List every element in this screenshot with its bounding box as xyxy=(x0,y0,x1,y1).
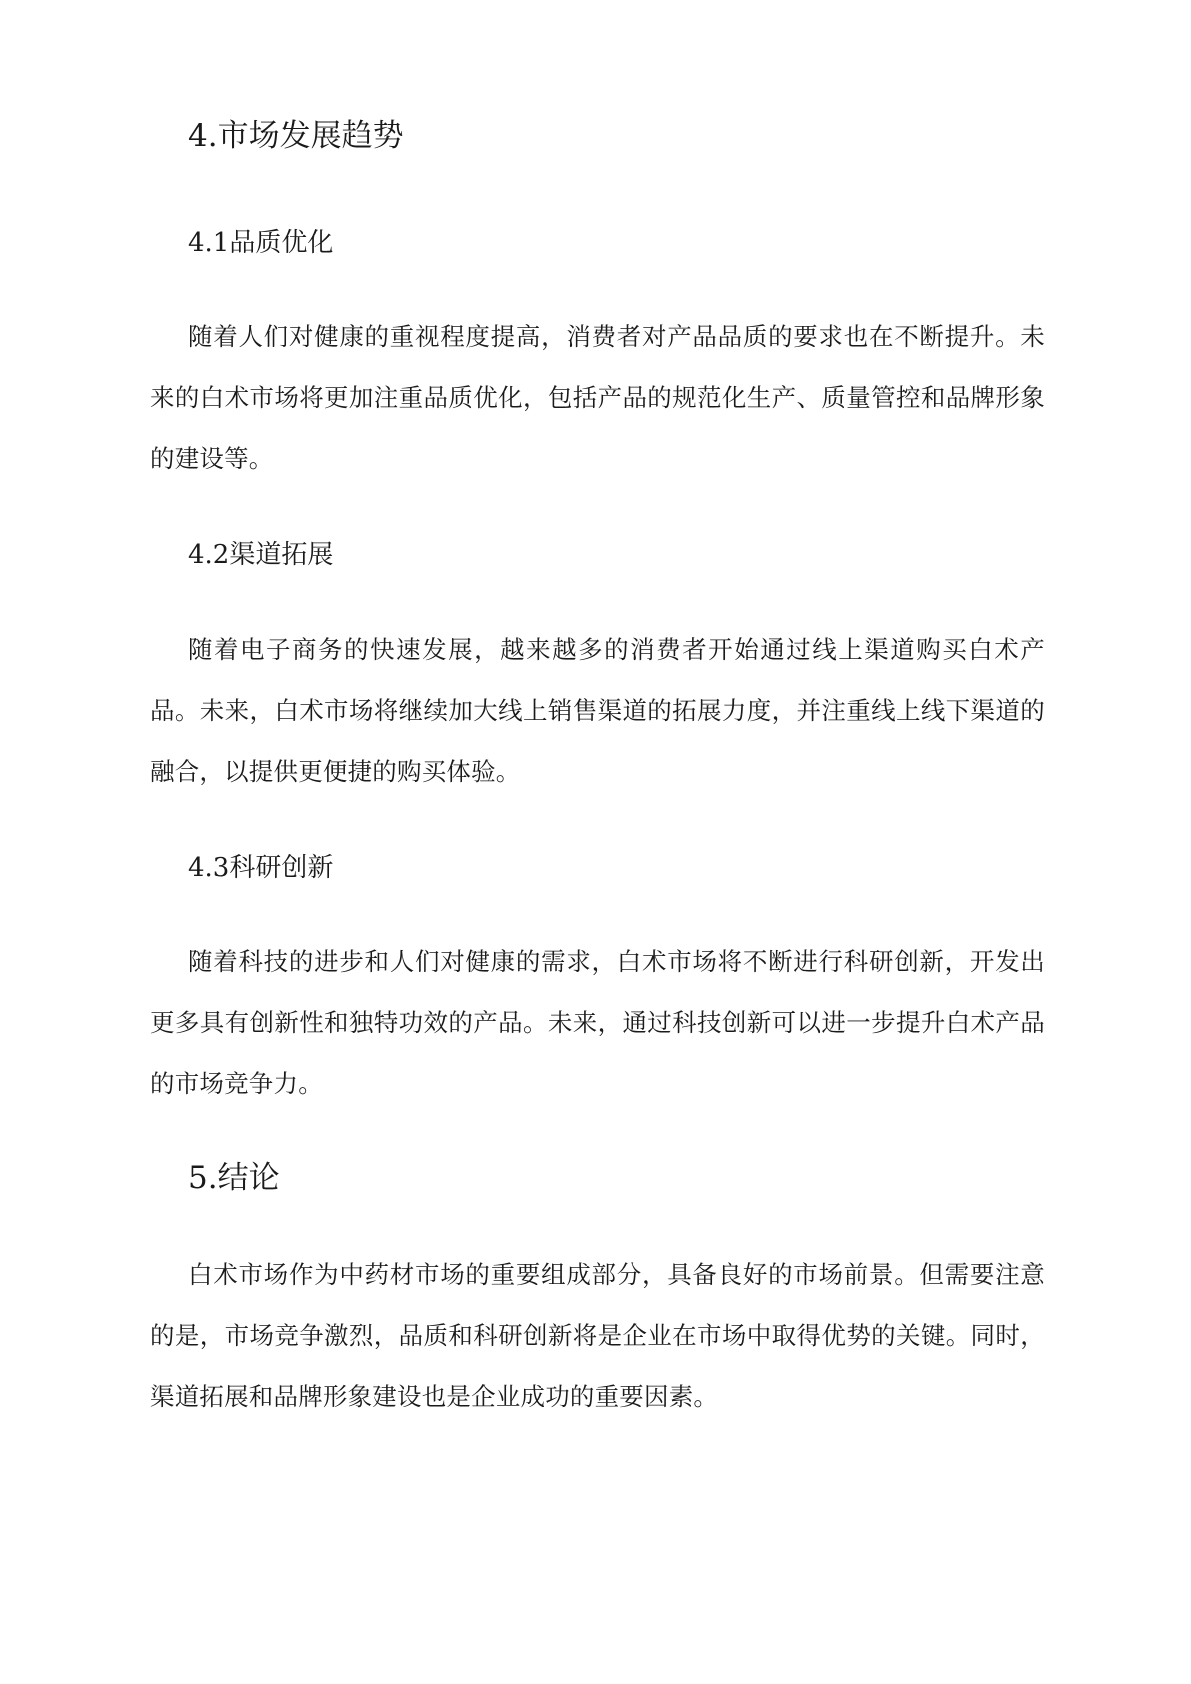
subsection-heading-quality: 4.1品质优化 xyxy=(188,228,334,258)
subsection-heading-channels: 4.2渠道拓展 xyxy=(188,540,334,570)
section-heading-market-trends: 4.市场发展趋势 xyxy=(188,118,404,154)
paragraph-research: 随着科技的进步和人们对健康的需求，白术市场将不断进行科研创新，开发出更多具有创新性和独特功效的产品。未来，通过科技创新可以进一步提升白术产品的市场竞争力。 xyxy=(150,947,1045,1098)
paragraph-conclusion: 白术市场作为中药材市场的重要组成部分，具备良好的市场前景。但需要注意的是，市场竞争激烈，品质和科研创新将是企业在市场中取得优势的关键。同时，渠道拓展和品牌形象建设也是企业成功的重要因素。 xyxy=(150,1260,1045,1411)
paragraph-quality: 随着人们对健康的重视程度提高，消费者对产品品质的要求也在不断提升。未来的白术市场将更加注重品质优化，包括产品的规范化生产、质量管控和品牌形象的建设等。 xyxy=(150,322,1045,473)
section-heading-conclusion: 5.结论 xyxy=(188,1160,280,1196)
subsection-heading-research: 4.3科研创新 xyxy=(188,853,334,883)
paragraph-channels: 随着电子商务的快速发展，越来越多的消费者开始通过线上渠道购买白术产品。未来，白术市场将继续加大线上销售渠道的拓展力度，并注重线上线下渠道的融合，以提供更便捷的购买体验。 xyxy=(150,635,1045,786)
